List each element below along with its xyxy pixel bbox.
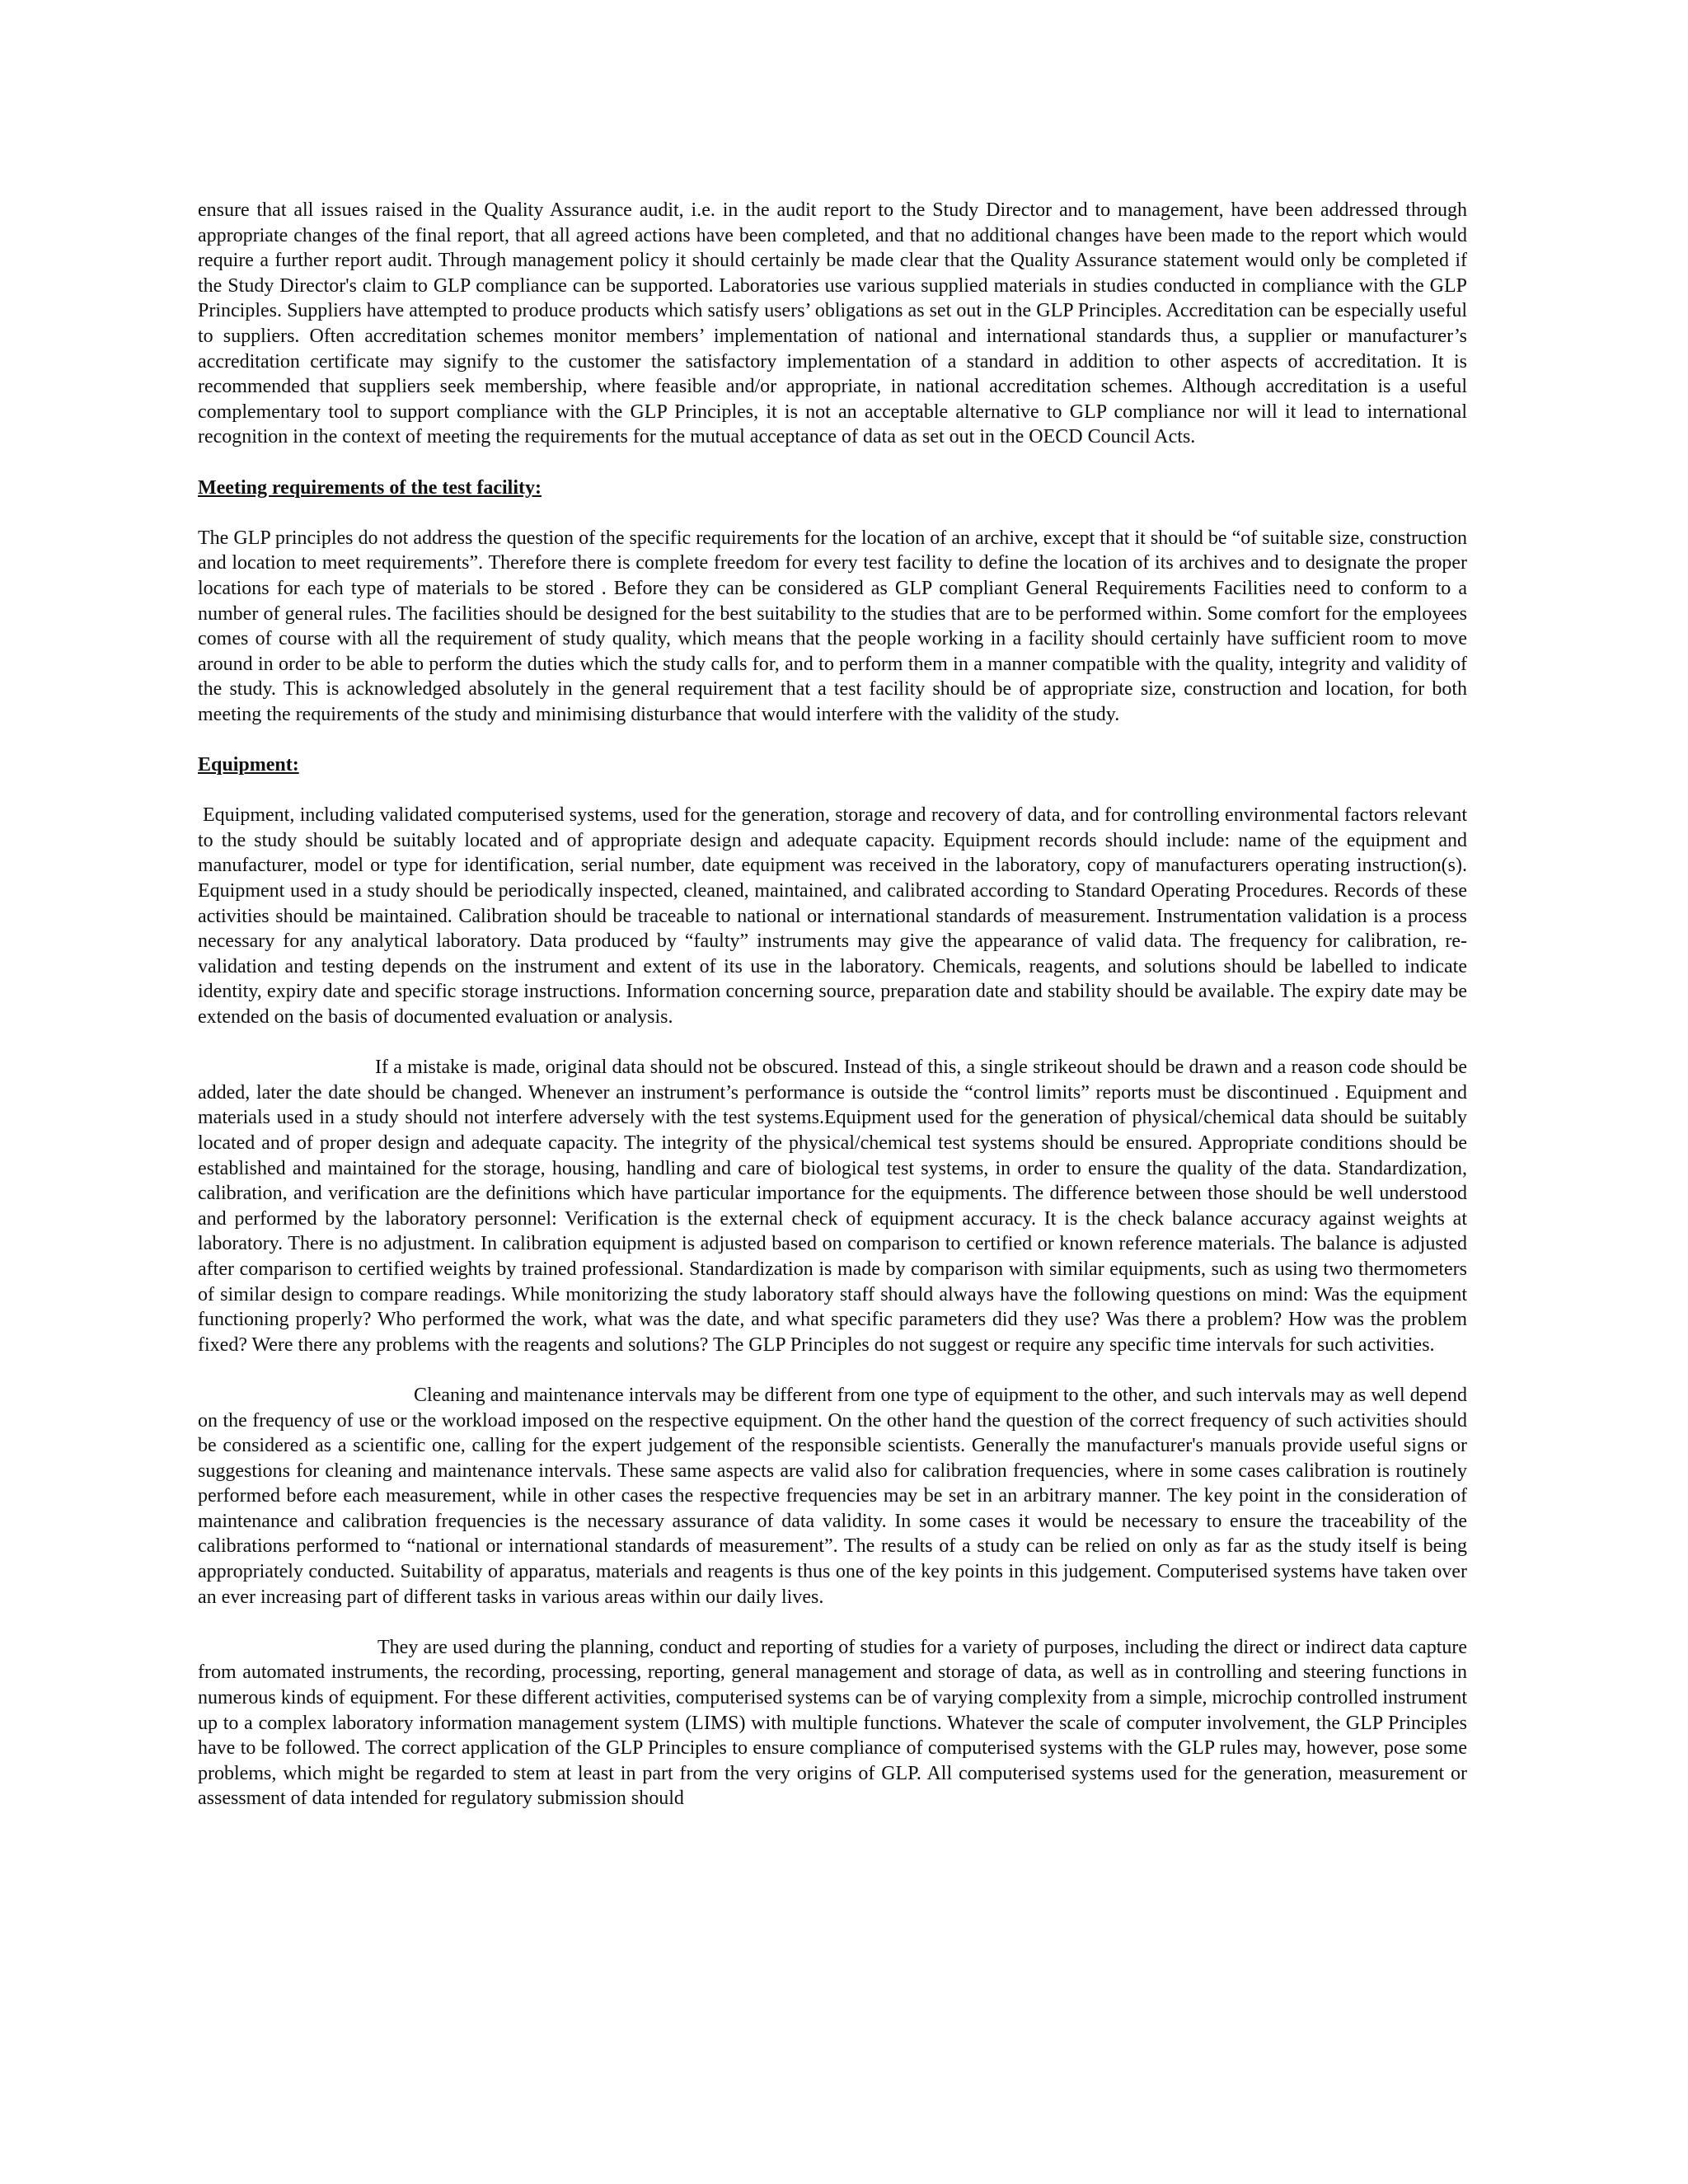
- equipment-paragraph-2: If a mistake is made, original data should not be obscured. Instead of this, a single strikeout should be drawn and a reason code should be added, later the date should be changed. Whenever an instrument’s performance is outside the “control limits” reports must be discontinued . Equipment and materials used in a study should not interfere adversely with the test systems.Equipment used for the generation of physical/chemical data should be suitably located and of proper design and adequate capacity. The integrity of the physical/chemical test systems should be ensured. Appropriate conditions should be established and maintained for the storage, housing, handling and care of biological test systems, in order to ensure the quality of the data. Standardization, calibration, and verification are the definitions which have particular importance for the equipments. The difference between those should be well understood and performed by the laboratory personnel: Verification is the external check of equipment accuracy. It is the check balance accuracy against weights at laboratory. There is no adjustment. In calibration equipment is adjusted based on comparison to certified or known reference materials. The balance is adjusted after comparison to certified weights by trained professional. Standardization is made by comparison with similar equipments, such as using two thermometers of similar design to compare readings. While monitorizing the study laboratory staff should always have the following questions on mind: Was the equipment functioning properly? Who performed the work, what was the date, and what specific parameters did they use? Was there a problem? How was the problem fixed? Were there any problems with the reagents and solutions? The GLP Principles do not suggest or require any specific time intervals for such activities.: [198, 1057, 1467, 1356]
- intro-paragraph: ensure that all issues raised in the Quality Assurance audit, i.e. in the audit report to the Study Director and to management, have been addressed through appropriate changes of the final report, that all agreed actions have been completed, and that no additional changes have been made to the report which would require a further report audit. Through management policy it should certainly be made clear that the Quality Assurance statement would only be completed if the Study Director's claim to GLP compliance can be supported. Laboratories use various supplied materials in studies conducted in compliance with the GLP Principles. Suppliers have attempted to produce products which satisfy users’ obligations as set out in the GLP Principles. Accreditation can be especially useful to suppliers. Often accreditation schemes monitor members’ implementation of national and international standards thus, a supplier or manufacturer’s accreditation certificate may signify to the customer the satisfactory implementation of a standard in addition to other aspects of accreditation. It is recommended that suppliers seek membership, where feasible and/or appropriate, in national accreditation schemes. Although accreditation is a useful complementary tool to support compliance with the GLP Principles, it is not an acceptable alternative to GLP compliance nor will it lead to international recognition in the context of meeting the requirements for the mutual acceptance of data as set out in the OECD Council Acts.: [198, 199, 1467, 448]
- section-heading-test-facility: Meeting requirements of the test facility:: [198, 476, 542, 499]
- equipment-paragraph-4: They are used during the planning, conduct and reporting of studies for a variety of purposes, including the direct or indirect data capture from automated instruments, the recording, processing, reporting, general management and storage of data, as well as in controlling and steering functions in numerous kinds of equipment. For these different activities, computerised systems can be of varying complexity from a simple, microchip controlled instrument up to a complex laboratory information management system (LIMS) with multiple functions. Whatever the scale of computer involvement, the GLP Principles have to be followed. The correct application of the GLP Principles to ensure compliance of computerised systems with the GLP rules may, however, pose some problems, which might be regarded to stem at least in part from the very origins of GLP. All computerised systems used for the generation, measurement or assessment of data intended for regulatory submission should: [198, 1636, 1467, 1810]
- equipment-paragraph-1: Equipment, including validated computerised systems, used for the generation, storage and recovery of data, and for controlling environmental factors relevant to the study should be suitably located and of appropriate design and adequate capacity. Equipment records should include: name of the equipment and manufacturer, model or type for identification, serial number, date equipment was received in the laboratory, copy of manufacturers operating instruction(s). Equipment used in a study should be periodically inspected, cleaned, maintained, and calibrated according to Standard Operating Procedures. Records of these activities should be maintained. Calibration should be traceable to national or international standards of measurement. Instrumentation validation is a process necessary for any analytical laboratory. Data produced by “faulty” instruments may give the appearance of valid data. The frequency for calibration, re-validation and testing depends on the instrument and extent of its use in the laboratory. Chemicals, reagents, and solutions should be labelled to indicate identity, expiry date and specific storage instructions. Information concerning source, preparation date and stability should be available. The expiry date may be extended on the basis of documented evaluation or analysis.: [198, 804, 1467, 1028]
- document-page: [198, 198, 1467, 1811]
- section-heading-equipment: Equipment:: [198, 754, 299, 776]
- test-facility-paragraph: The GLP principles do not address the question of the specific requirements for the location of an archive, except that it should be “of suitable size, construction and location to meet requirements”. Therefore there is complete freedom for every test facility to define the location of its archives and to designate the proper locations for each type of materials to be stored . Before they can be considered as GLP compliant General Requirements Facilities need to conform to a number of general rules. The facilities should be designed for the best suitability to the studies that are to be performed within. Some comfort for the employees comes of course with all the requirement of study quality, which means that the people working in a facility should certainly have sufficient room to move around in order to be able to perform the duties which the study calls for, and to perform them in a manner compatible with the quality, integrity and validity of the study. This is acknowledged absolutely in the general requirement that a test facility should be of appropriate size, construction and location, for both meeting the requirements of the study and minimising disturbance that would interfere with the validity of the study.: [198, 527, 1467, 725]
- equipment-paragraph-3: Cleaning and maintenance intervals may be different from one type of equipment to the other, and such intervals may as well depend on the frequency of use or the workload imposed on the respective equipment. On the other hand the question of the correct frequency of such activities should be considered as a scientific one, calling for the expert judgement of the responsible scientists. Generally the manufacturer's manuals provide useful signs or suggestions for cleaning and maintenance intervals. These same aspects are valid also for calibration frequencies, where in some cases calibration is routinely performed before each measurement, while in other cases the respective frequencies may be set in an arbitrary manner. The key point in the consideration of maintenance and calibration frequencies is the necessary assurance of data validity. In some cases it would be necessary to ensure the traceability of the calibrations performed to “national or international standards of measurement”. The results of a study can be relied on only as far as the study itself is being appropriately conducted. Suitability of apparatus, materials and reagents is thus one of the key points in this judgement. Computerised systems have taken over an ever increasing part of different tasks in various areas within our daily lives.: [198, 1384, 1467, 1608]
